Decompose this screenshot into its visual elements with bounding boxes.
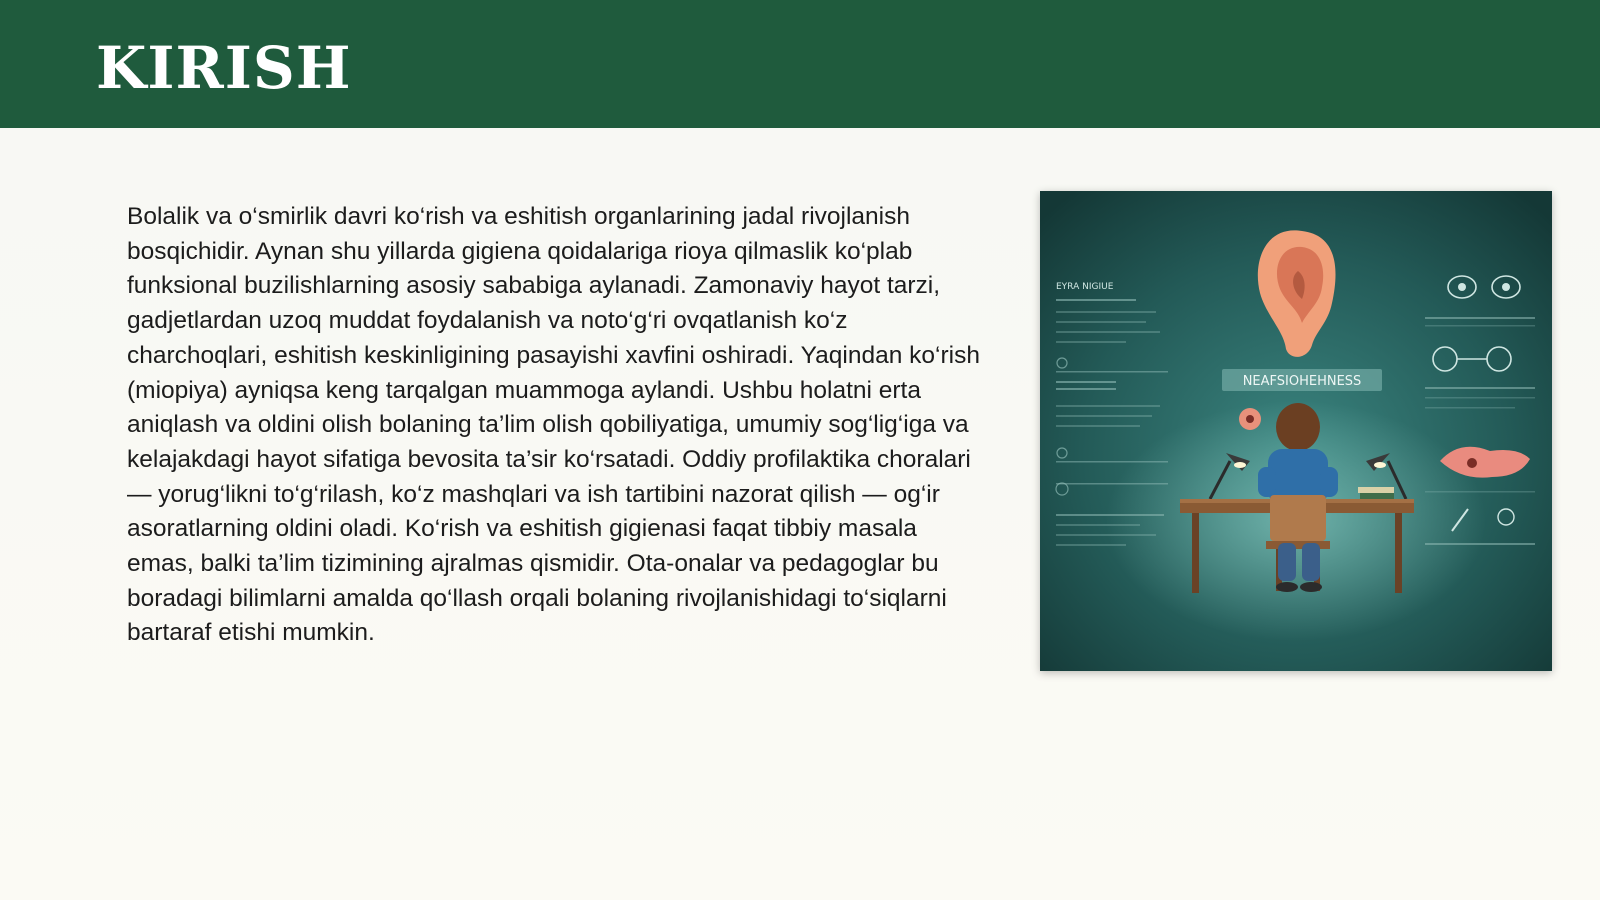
slide-title: KIRISH [96,34,352,102]
body-paragraph: Bolalik va o‘smirlik davri ko‘rish va eshitish organlarining jadal rivojlanish bosqichidir. Aynan shu yillarda gigiena qoidalariga rioya qilmaslik ko‘plab funksional buzilishlarning asosiy sababiga aylanadi. Zamonaviy hayot tarzi, gadjetlardan uzoq muddat foydalanish va noto‘g‘ri ovqatlanish ko‘z charchoqlari, eshitish keskinligining pasayishi xavfini oshiradi. Yaqindan ko‘rish (miopiya) ayniqsa keng tarqalgan muammoga aylandi. Ushbu holatni erta aniqlash va oldini olish bolaning ta’lim olish qobiliyatiga, umumiy sog‘lig‘iga va kelajakdagi hayot sifatiga bevosita ta’sir ko‘rsatadi. Oddiy profilaktika choralari — yorug‘likni to‘g‘rilash, ko‘z mashqlari va ish tartibini nazorat qilish — og‘ir asoratlarning oldini oladi. Ko‘rish va eshitish gigienasi faqat tibbiy masala emas, balki ta’lim tizimining ajralmas qismidir. Ota-onalar va pedagoglar bu boradagi bilimlarni amalda qo‘llash orqali bolaning rivojlanishidagi to‘siqlarni bartaraf etishi mumkin. [127,203,980,647]
banner-text: NEAFSIOHEHNESS [1242,374,1362,389]
left-panel-heading: EYRA NIGIUE [1056,282,1114,292]
books-icon [1358,487,1394,499]
hygiene-illustration [1040,191,1552,671]
title-bar [0,0,1600,128]
floating-eye-icon [1239,408,1261,430]
banner [1222,369,1382,391]
